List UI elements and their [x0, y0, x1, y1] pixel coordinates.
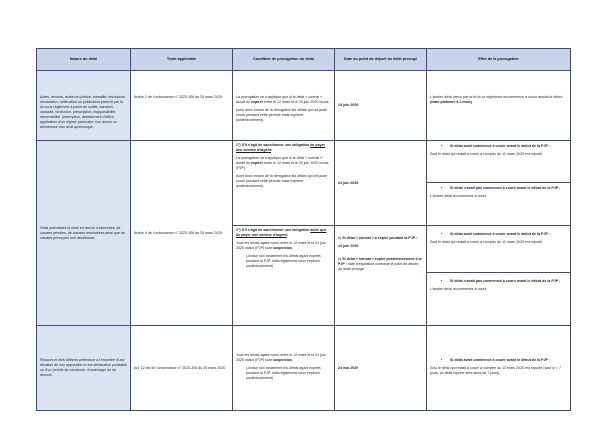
- row2a-head1: 1°) S'il s'agit de sanctionner une obligation: [236, 143, 310, 147]
- row1-cond-c: entre le 12 mars et le 23 juin 2020 inclus.: [264, 100, 330, 104]
- row2a-eff1-txt: Seul le délai qui restait à courir à compter du 12 mars 2020 est reporté: [430, 152, 543, 156]
- row3-eff1-txt: Seul le délai qui restait à courir à compter du 12 mars 2020 est reporté (sauf si < 7 jours, ce délai reporté sera alors de 7 jours): [430, 365, 561, 375]
- header-texte: Texte applicable: [131, 49, 233, 71]
- header-date-depart: Date du point de départ du délai prorogé: [335, 49, 427, 71]
- row3-cond-c: .: [291, 357, 293, 362]
- row2b-eff1-txt: Seul le délai qui restait à courir à compter du 12 mars 2020 est reporté: [430, 240, 543, 244]
- row2a-eff2: • Si délai n'avait pas commencé à courir avant le début de la PJP :: [450, 186, 567, 191]
- row2b-head2: autre que de payer une somme d'argent: [236, 228, 327, 237]
- row2b-d2c: date d'expiration constitue le point de départ du délai prorogé: [338, 262, 419, 271]
- row3-cond-d: (-Inclus non seulement les délais ayant expirés pendant la PJP, mais également ceux expirant postérieurement): [246, 365, 321, 380]
- row2-texte: Article 4 de l'ordonnance n° 2020-306 du 25 mars 2020: [131, 141, 233, 326]
- row2b-p2: (-Inclus non seulement les délais ayant expirés pendant la PJP, mais également ceux expirant postérieurement): [246, 254, 321, 268]
- row1-cond-b: expirer: [251, 100, 263, 104]
- row2b-d1b: Si délai « normal » a expiré pendant la PJP :: [342, 236, 418, 240]
- row3-nature: Recours et avis délivrés préfecture à l'encontre d'une décision de non opposition à une déclaration préalable ou d'un permis de construire, d'aménager ou de démolir.: [37, 326, 131, 411]
- row2b-head3: :: [286, 233, 288, 237]
- row1-effet-b: (mais plafonné à 2 mois): [430, 100, 472, 104]
- row2a-eff1: • Si délai avait commencé à courir avant le début de la PJP :: [450, 144, 567, 149]
- row2b-date: [335, 226, 427, 326]
- row2a-effet: [427, 141, 571, 226]
- row2b-eff1: • Si délai avait commencé à courir avant le début de la PJP :: [450, 232, 567, 237]
- row3-eff1: • Si délai avait commencé à courir avant le début de la PJP :: [450, 358, 567, 363]
- row1-cond-a: La prorogation ne s'applique que si le délai « normal » aurait dû: [236, 95, 323, 104]
- header-effet: Effet de la prorogation: [427, 49, 571, 71]
- header-condition: Condition de prorogation du délai: [233, 49, 335, 71]
- row2a-eff2-txt: L'ancien délai recommence à courir: [430, 194, 487, 198]
- table-row: [37, 326, 571, 411]
- row3-cond-a: Tous les délais ayant couru entre le 12 mars et le 23 juin 2020 inclus (PJP) sont: [236, 352, 326, 362]
- row2b-effet: [427, 226, 571, 326]
- header-nature: Nature du délai: [37, 49, 131, 71]
- row2b-p1b: suspendus: [272, 246, 292, 250]
- row2b-p1a: Tous les délais ayant couru entre le 12 mars et le 23 juin 2020 inclus (PJP) sont: [236, 241, 326, 250]
- row1-date: 24 juin 2020: [335, 71, 427, 141]
- row2b-eff2: • Si délai n'avait pas commencé à courir avant le début de la PJP :: [450, 279, 567, 284]
- row1-cond-d: (sont donc exclus de la dérogation les délais qui ont juste couru pendant cette période mais expirent postérieurement).: [236, 108, 328, 122]
- row3-texte: Art. 12 bis de l'ordonnance n° 2020-306 du 25 mars 2020: [131, 326, 233, 411]
- table-row: [37, 71, 571, 141]
- row2b-d2b: Si délai « normal » expire postérieurement à la PJP :: [338, 257, 422, 266]
- row3-date: 24 mai 2020: [335, 326, 427, 411]
- row2a-p1a: La prorogation ne s'applique que si le délai « normal » aurait dû: [236, 156, 323, 165]
- row1-texte: Article 2 de l'ordonnance n° 2020-306 du 25 mars 2020: [131, 71, 233, 141]
- row3-condition: [233, 326, 335, 411]
- row3-effet: [427, 326, 571, 411]
- row2b-d1c: 24 juin 2020: [338, 244, 359, 248]
- row2a-date: 24 juin 2020: [335, 141, 427, 226]
- row2a-condition: [233, 141, 335, 226]
- header-row: [37, 49, 571, 71]
- row1-nature: Actes, recours, action en justice, formalité, inscription, déclaration, notification ou publication prescrit par la loi ou le règlement à peine de nullité, sanction, caducité, forclusion, prescription, inopposabilité, irrecevabilité, péremption, désistement d'office, application d'un régime particulier, non avenu ou déchéance d'un droit quelconque.: [37, 71, 131, 141]
- row2b-condition: [233, 226, 335, 326]
- row2a-p1c: entre le 12 mars et le 23 juin 2020 inclus (PJP).: [236, 161, 329, 170]
- row1-effet-a: L'ancien délai prévu par la loi ou le règlement recommence à courir depuis le début: [430, 95, 563, 99]
- row2-nature: Délai permettant la mise en œuvre d'astreintes, de clauses pénales, de clauses résolutoires ainsi que de clauses prévoyant une déchéance: [37, 141, 131, 326]
- row2a-p2: (sont donc exclus de la dérogation les délais qui ont juste couru pendant cette période mais expirent postérieurement).: [236, 174, 328, 188]
- row1-condition: [233, 71, 335, 141]
- row2b-p1c: .: [291, 246, 293, 250]
- row2a-head3: :: [271, 148, 273, 152]
- row3-cond-b: suspendus: [272, 357, 292, 362]
- row2a-head2: de payer une somme d'argent: [236, 143, 326, 152]
- row2b-head1: 2°) S'il s'agit de sanctionner une obligation: [236, 228, 310, 232]
- prorogation-table: [36, 48, 571, 411]
- row2a-p1b: expirer: [251, 161, 263, 165]
- table-row: [37, 141, 571, 226]
- row1-effet: [427, 71, 571, 141]
- row2b-d1a: a): [338, 236, 342, 240]
- row2b-d2a: b): [338, 257, 342, 261]
- row2b-eff2-txt: L'ancien délai recommence à courir: [430, 287, 487, 291]
